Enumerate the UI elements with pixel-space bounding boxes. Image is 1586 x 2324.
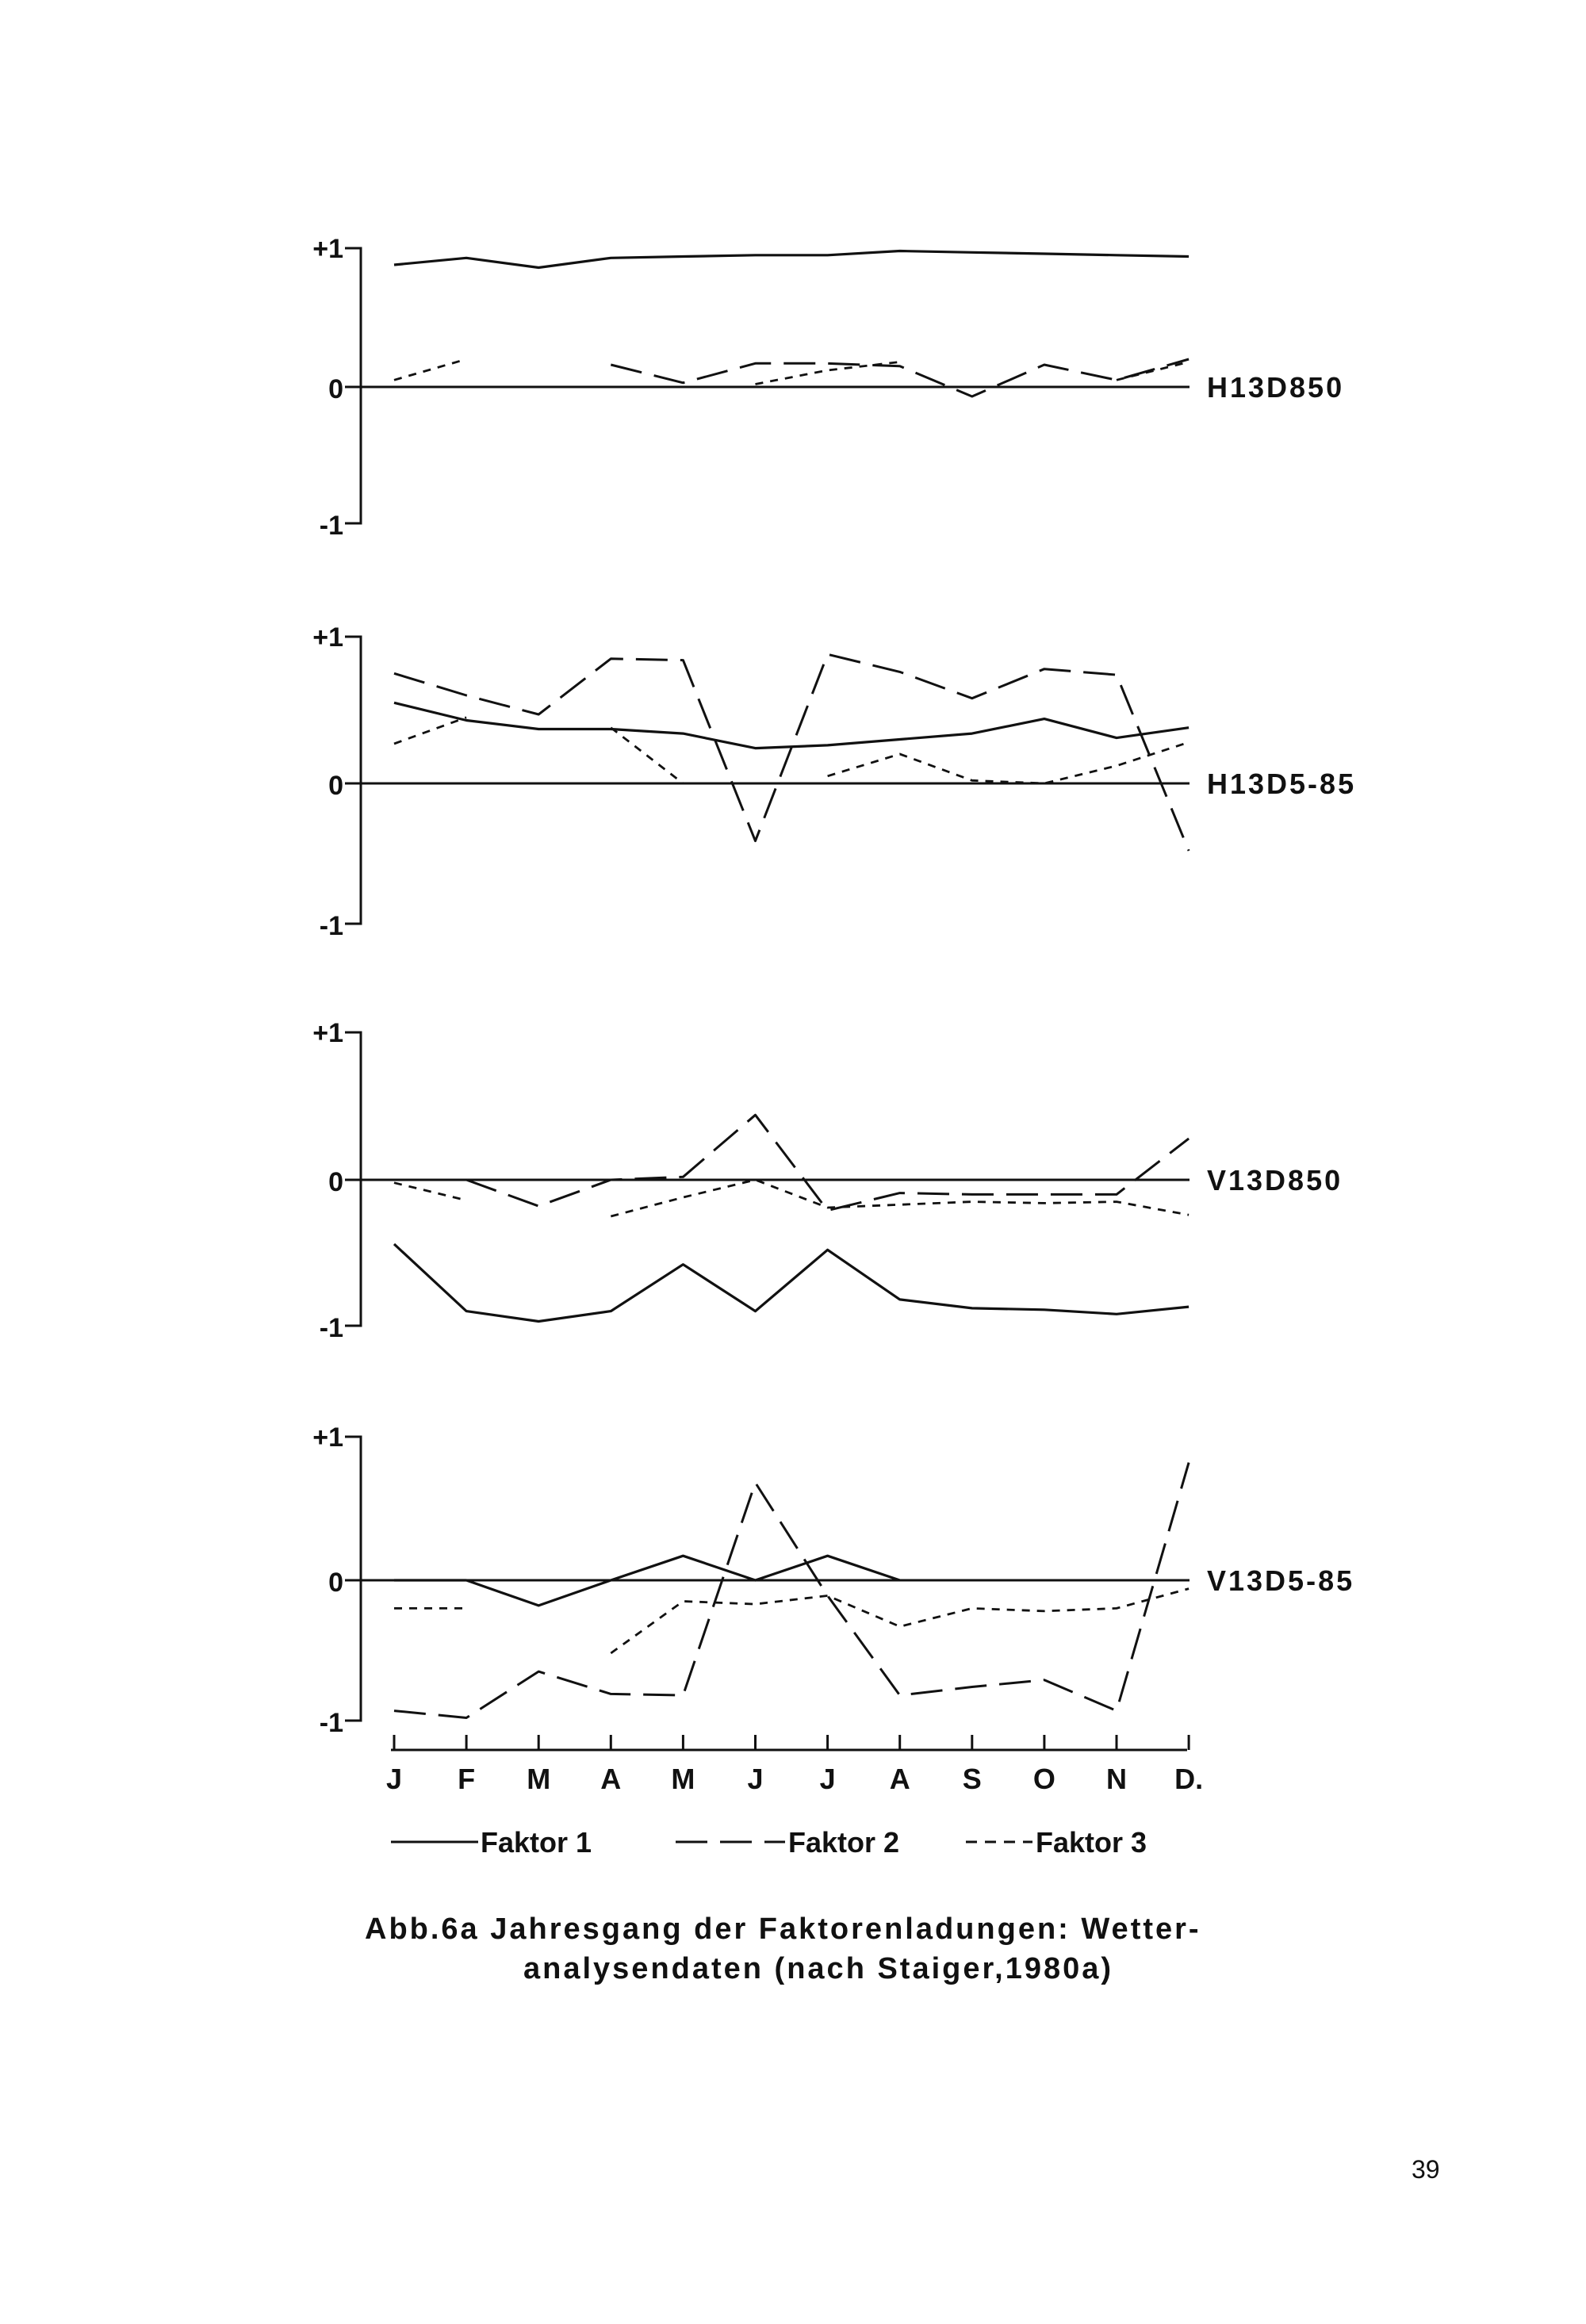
faktor-3-line xyxy=(394,718,466,744)
ytick-zero-label: 0 xyxy=(328,1568,343,1598)
month-label: S xyxy=(962,1763,982,1795)
legend-label-faktor-1: Faktor 1 xyxy=(481,1826,592,1859)
month-label: J xyxy=(747,1763,764,1795)
panel-v13d850 xyxy=(312,1018,1343,1343)
panel-h13d5-85 xyxy=(312,622,1356,941)
faktor-3-line xyxy=(611,1589,1189,1653)
panel-label: H13D5-85 xyxy=(1207,768,1357,800)
month-label: F xyxy=(458,1763,476,1795)
faktor-2-line xyxy=(394,1463,1189,1718)
month-label: N xyxy=(1106,1763,1127,1795)
panel-label: V13D850 xyxy=(1207,1164,1343,1196)
faktor-2-line xyxy=(394,654,1189,851)
month-label: A xyxy=(600,1763,622,1795)
month-label: O xyxy=(1032,1763,1055,1795)
ytick-plus1-label: +1 xyxy=(312,622,343,653)
faktor-3-line xyxy=(394,359,466,380)
month-label: M xyxy=(527,1763,551,1795)
month-axis xyxy=(386,1735,1203,1795)
ytick-minus1-label: -1 xyxy=(319,1313,343,1343)
ytick-plus1-label: +1 xyxy=(312,1018,343,1048)
month-label: M xyxy=(671,1763,695,1795)
faktor-3-line xyxy=(611,1180,1189,1216)
panel-label: H13D850 xyxy=(1207,371,1345,404)
faktor-3-line xyxy=(828,742,1190,783)
panel-h13d850 xyxy=(312,234,1344,541)
faktor-3-line xyxy=(394,1183,466,1200)
panel-label: V13D5-85 xyxy=(1207,1564,1355,1597)
ytick-minus1-label: -1 xyxy=(319,1708,343,1738)
faktor-2-line xyxy=(611,359,1189,396)
panel-v13d5-85 xyxy=(312,1422,1354,1738)
ytick-zero-label: 0 xyxy=(328,771,343,801)
ytick-zero-label: 0 xyxy=(328,374,343,404)
ytick-plus1-label: +1 xyxy=(312,234,343,264)
ytick-plus1-label: +1 xyxy=(312,1422,343,1453)
faktor-2-line xyxy=(466,1115,1189,1210)
figure-caption xyxy=(365,1909,1201,1989)
faktor-1-line xyxy=(394,703,1189,748)
month-label: D. xyxy=(1174,1763,1204,1795)
faktor-1-line xyxy=(394,251,1189,268)
ytick-minus1-label: -1 xyxy=(319,911,343,941)
month-label: A xyxy=(889,1763,910,1795)
faktor-1-line xyxy=(394,1244,1189,1322)
caption-line-1: Abb.6a Jahresgang der Faktorenladungen: Wetter- xyxy=(365,1912,1201,1946)
ytick-zero-label: 0 xyxy=(328,1167,343,1197)
faktor-3-line xyxy=(756,362,900,385)
month-label: J xyxy=(819,1763,836,1795)
caption-line-2: analysendaten (nach Staiger,1980a) xyxy=(523,1952,1114,1985)
legend-label-faktor-3: Faktor 3 xyxy=(1036,1826,1147,1859)
legend-label-faktor-2: Faktor 2 xyxy=(788,1826,900,1859)
y-axis xyxy=(345,637,361,924)
legend xyxy=(391,1826,1147,1859)
page-number: 39 xyxy=(1412,2155,1440,2184)
faktor-3-line xyxy=(611,728,683,783)
month-label: J xyxy=(385,1763,403,1795)
y-axis xyxy=(345,1437,361,1721)
ytick-minus1-label: -1 xyxy=(319,511,343,541)
